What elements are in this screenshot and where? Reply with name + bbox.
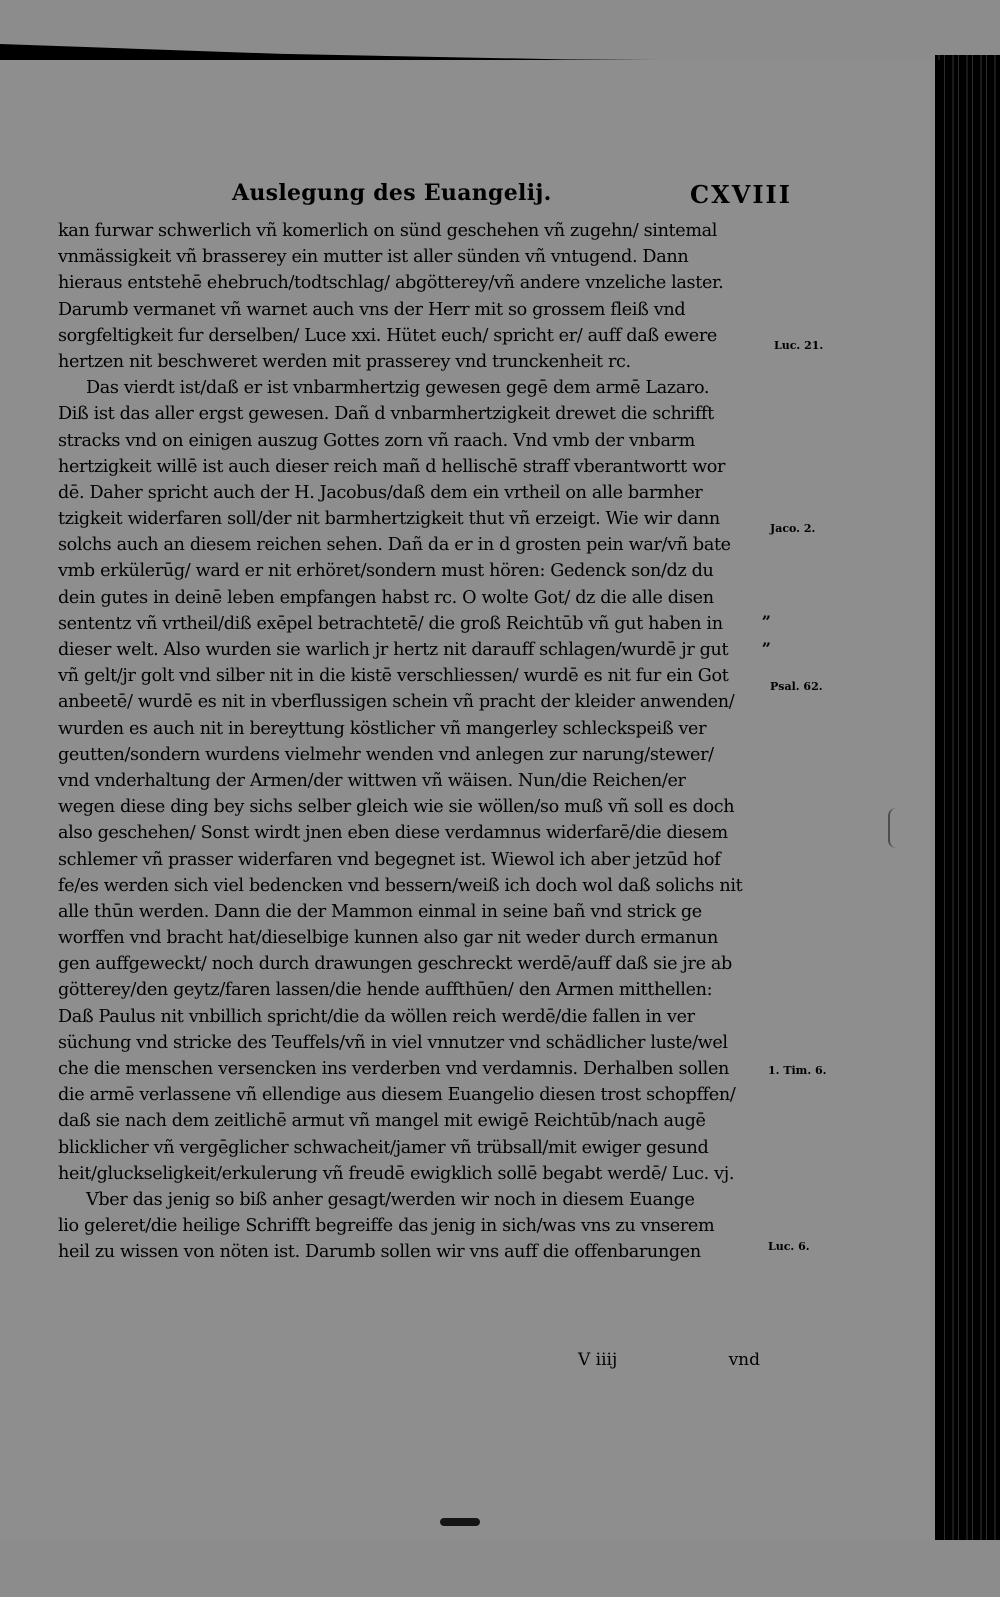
text-line: stracks vnd on einigen auszug Gottes zorn vñ raach. Vnd vmb der vnbarm <box>58 430 695 451</box>
margin-note-1-tim-6: 1. Tim. 6. <box>768 1064 827 1077</box>
folio-number: CXVIII <box>689 180 792 209</box>
text-line: vñ gelt/jr golt vnd silber nit in die kistē verschliessen/ wurdē es nit fur ein Got <box>58 666 729 687</box>
text-line: solchs auch an diesem reichen sehen. Dañ da er in d grosten pein war/vñ bate <box>58 535 731 556</box>
margin-note-luc-6: Luc. 6. <box>768 1240 810 1253</box>
margin-note-psal-62: Psal. 62. <box>770 680 823 693</box>
page-edge-mark <box>888 808 898 848</box>
text-line: hertzigkeit willē ist auch dieser reich mañ d hellischē straff vberantwortt wor <box>58 456 726 477</box>
text-line: vmb erkülerūg/ ward er nit erhöret/sondern must hören: Gedenck son/dz du <box>58 561 714 582</box>
text-line: geutten/sondern wurdens vielmehr wenden vnd anlegen zur narung/stewer/ <box>58 744 714 765</box>
text-line: Daß Paulus nit vnbillich spricht/die da wöllen reich werdē/die fallen in ver <box>58 1006 695 1027</box>
text-line: kan furwar schwerlich vñ komerlich on sünd geschehen vñ zugehn/ sintemal <box>58 221 718 241</box>
text-line: die armē verlassene vñ ellendige aus diesem Euangelio diesen trost schopffen/ <box>58 1085 736 1106</box>
text-line: wegen diese ding bey sichs selber gleich wie sie wöllen/so muß vñ soll es doch <box>58 797 735 818</box>
text-line: schlemer vñ prasser widerfaren vnd begegnet ist. Wiewol ich aber jetzūd hof <box>58 849 721 870</box>
margin-note-luc-21: Luc. 21. <box>774 339 824 352</box>
text-line: wurden es auch nit in bereyttung köstlicher vñ mangerley schleckspeiß ver <box>58 718 707 739</box>
body-text <box>58 218 758 1266</box>
book-spine-edge <box>935 55 1000 1597</box>
text-line: alle thūn werden. Dann die der Mammon einmal in seine bañ vnd strick ge <box>58 901 702 922</box>
text-line: daß sie nach dem zeitlichē armut vñ mangel mit ewigē Reichtūb/nach augē <box>58 1111 706 1132</box>
catchword: vnd <box>728 1350 760 1370</box>
text-line: sorgfeltigkeit fur derselben/ Luce xxi. Hütet euch/ spricht er/ auff daß ewere <box>58 325 717 346</box>
signature-mark: V iiij <box>578 1350 618 1370</box>
text-line: dein gutes in deinē leben empfangen habst rc. O wolte Got/ dz die alle disen <box>58 587 714 608</box>
text-line: Diß ist das aller ergst gewesen. Dañ d vnbarmhertzigkeit drewet die schrifft <box>58 404 714 425</box>
margin-note-quote-mark: „ <box>762 603 772 622</box>
text-line: götterey/den geytz/faren lassen/die hende auffthūen/ den Armen mitthellen: <box>58 980 713 1001</box>
text-line: fe/es werden sich viel bedencken vnd bessern/weiß ich doch wol daß solichs nit <box>58 875 743 896</box>
text-line: worffen vnd bracht hat/dieselbige kunnen also gar nit weder durch ermanun <box>58 928 718 949</box>
text-line: sententz vñ vrtheil/diß exēpel betrachtetē/ die groß Reichtūb vñ gut haben in <box>58 613 723 634</box>
text-line: dieser welt. Also wurden sie warlich jr hertz nit darauff schlagen/wurdē jr gut <box>58 640 729 660</box>
text-line: vnd vnderhaltung der Armen/der wittwen vñ wäisen. Nun/die Reichen/er <box>58 770 686 791</box>
text-line: vnmässigkeit vñ brasserey ein mutter ist aller sünden vñ vntugend. Dann <box>58 247 689 268</box>
book-spine-shadow <box>935 60 943 1590</box>
text-line: süchung vnd stricke des Teuffels/vñ in viel vnnutzer vnd schädlicher luste/wel <box>58 1032 728 1053</box>
text-line: hieraus entstehē ehebruch/todtschlag/ abgötterey/vñ andere vnzeliche laster. <box>58 273 724 294</box>
text-line: Darumb vermanet vñ warnet auch vns der Herr mit so grossem fleiß vnd <box>58 299 686 320</box>
text-line: hertzen nit beschweret werden mit prasserey vnd trunckenheit rc. <box>58 351 631 372</box>
page-header <box>232 180 792 214</box>
text-line: lio geleret/die heilige Schrifft begreiffe das jenig in sich/was vns zu vnserem <box>58 1216 715 1237</box>
page-footer <box>560 1350 760 1374</box>
text-line: tzigkeit widerfaren soll/der nit barmhertzigkeit thut vñ erzeigt. Wie wir dann <box>58 509 720 530</box>
ink-smudge <box>440 1518 480 1526</box>
text-line: heit/gluckseligkeit/erkulerung vñ freudē ewigklich sollē begabt werdē/ Luc. vj. <box>58 1163 735 1184</box>
text-line: Das vierdt ist/daß er ist vnbarmhertzig gewesen gegē dem armē Lazaro. <box>86 378 710 399</box>
text-line: also geschehen/ Sonst wirdt jnen eben diese verdamnus widerfarē/die diesem <box>58 823 728 844</box>
page-bottom-margin <box>0 1540 1000 1597</box>
margin-note-quote-mark: „ <box>762 630 772 649</box>
text-line: dē. Daher spricht auch der H. Jacobus/daß dem ein vrtheil on alle barmher <box>58 482 703 503</box>
margin-note-jaco-2: Jaco. 2. <box>770 522 816 535</box>
text-line: che die menschen versencken ins verderben vnd verdamnis. Derhalben sollen <box>58 1059 730 1079</box>
text-line: heil zu wissen von nöten ist. Darumb sollen wir vns auff die offenbarungen <box>58 1242 701 1263</box>
text-line: Vber das jenig so biß anher gesagt/werden wir noch in diesem Euange <box>86 1189 695 1210</box>
text-line: anbeetē/ wurdē es nit in vberflussigen schein vñ pracht der kleider anwenden/ <box>58 692 735 713</box>
text-line: gen auffgeweckt/ noch durch drawungen geschreckt werdē/auff daß sie jre ab <box>58 954 732 975</box>
text-line: blicklicher vñ vergēglicher schwacheit/jamer vñ trübsall/mit ewiger gesund <box>58 1137 709 1158</box>
running-title: Auslegung des Euangelij. <box>232 180 552 206</box>
